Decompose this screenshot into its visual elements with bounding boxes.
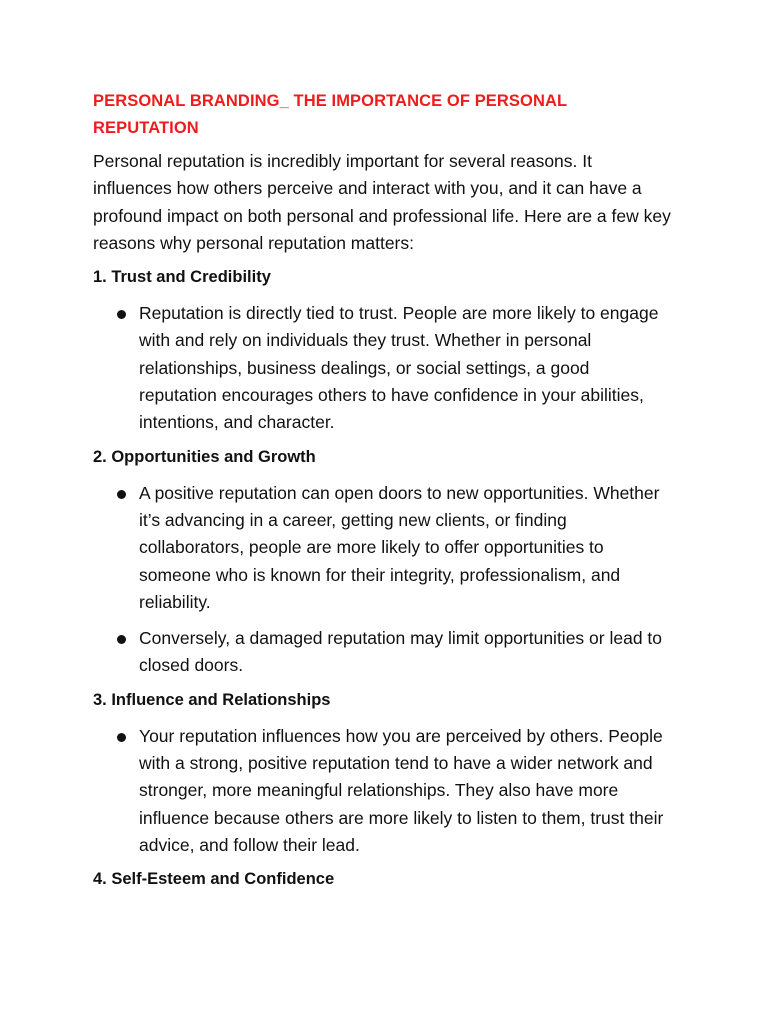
bullet-text: Your reputation influences how you are perceived by others. People with a strong, positive reputation tend to have a wider network and stronger, more meaningful relationships. They also have more influence because others are more likely to listen to them, trust their advice, and follow their lead. xyxy=(139,725,664,855)
section-heading-trust: 1. Trust and Credibility xyxy=(93,268,271,287)
bullet-icon xyxy=(117,490,126,499)
bullet-text: Reputation is directly tied to trust. People are more likely to engage with and rely on individuals they trust. Whether in personal relationships, business dealings, or social settings, a good reputation encourages others to have confidence in your abilities, intentions, and character. xyxy=(139,303,659,433)
list-item xyxy=(93,723,672,859)
bullet-list-influence xyxy=(93,723,672,859)
bullet-icon xyxy=(117,733,126,742)
section-heading-influence: 3. Influence and Relationships xyxy=(93,690,331,709)
bullet-text: A positive reputation can open doors to new opportunities. Whether it’s advancing in a career, getting new clients, or finding collaborators, people are more likely to offer opportunities to someone who is known for their integrity, professionalism, and reliability. xyxy=(139,482,660,612)
bullet-list-trust xyxy=(93,300,672,436)
section-heading-self-esteem: 4. Self-Esteem and Confidence xyxy=(93,870,335,889)
section-heading-opportunities: 2. Opportunities and Growth xyxy=(93,447,316,466)
bullet-icon xyxy=(117,635,126,644)
list-item xyxy=(93,300,672,436)
bullet-text: Conversely, a damaged reputation may limit opportunities or lead to closed doors. xyxy=(139,628,663,676)
document-title: PERSONAL BRANDING_ THE IMPORTANCE OF PERSONAL REPUTATION xyxy=(93,92,567,137)
list-item xyxy=(93,625,672,680)
intro-paragraph: Personal reputation is incredibly important for several reasons. It influences how others perceive and interact with you, and it can have a profound impact on both personal and professional life. Here are a few key reasons why personal reputation matters: xyxy=(93,151,671,253)
bullet-icon xyxy=(117,310,126,319)
bullet-list-opportunities xyxy=(93,480,672,680)
list-item xyxy=(93,480,672,616)
